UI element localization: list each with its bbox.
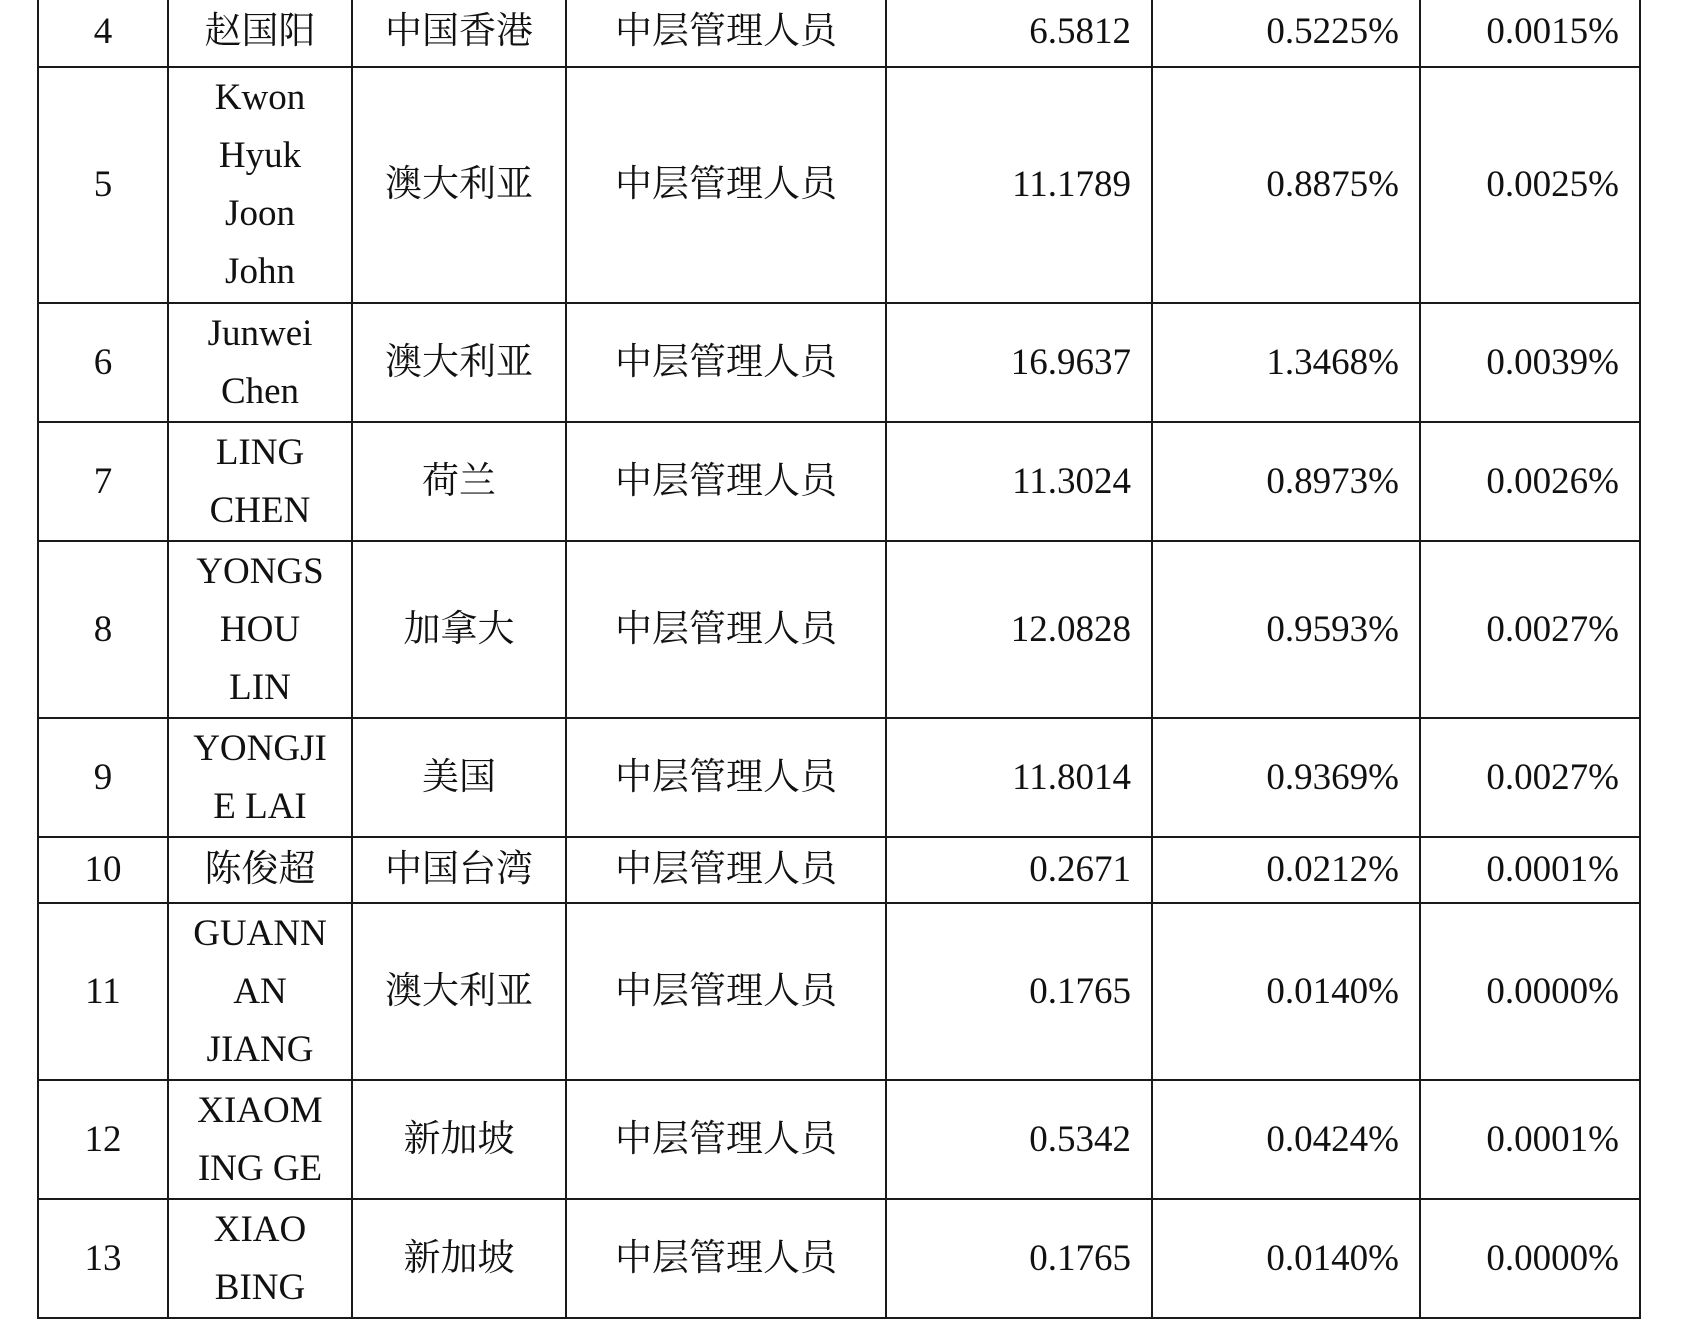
table-row (38, 541, 1640, 718)
table-row (38, 303, 1640, 422)
name-line: GUANN (193, 912, 327, 954)
table-row (38, 1080, 1640, 1199)
pct-of-total-shares-cell: 0.0026% (1420, 422, 1640, 541)
row-index-cell: 9 (38, 718, 168, 837)
nationality-cell: 中国香港 (352, 0, 566, 67)
row-index-cell: 10 (38, 837, 168, 903)
person-name-cell (168, 718, 352, 837)
name-line: LIN (229, 666, 291, 708)
name-line: Chen (220, 370, 300, 412)
person-name-cell (168, 541, 352, 718)
person-name-cell (168, 1080, 352, 1199)
pct-of-grant-cell: 0.0212% (1152, 837, 1420, 903)
granted-amount-cell: 0.1765 (886, 903, 1152, 1080)
name-line: CHEN (209, 489, 311, 531)
pct-of-grant-cell: 0.0424% (1152, 1080, 1420, 1199)
position-cell: 中层管理人员 (566, 903, 886, 1080)
name-line: BING (214, 1266, 306, 1308)
position-cell: 中层管理人员 (566, 837, 886, 903)
position-cell: 中层管理人员 (566, 67, 886, 303)
nationality-cell: 加拿大 (352, 541, 566, 718)
nationality-cell: 澳大利亚 (352, 67, 566, 303)
pct-of-total-shares-cell: 0.0001% (1420, 837, 1640, 903)
name-line: ING GE (197, 1147, 323, 1189)
table-row (38, 837, 1640, 903)
pct-of-total-shares-cell: 0.0025% (1420, 67, 1640, 303)
nationality-cell: 新加坡 (352, 1080, 566, 1199)
name-line: Junwei (207, 312, 313, 354)
name-line: JIANG (206, 1028, 314, 1070)
granted-amount-cell: 0.1765 (886, 1199, 1152, 1318)
pct-of-total-shares-cell: 0.0027% (1420, 541, 1640, 718)
row-index-cell: 7 (38, 422, 168, 541)
nationality-cell: 澳大利亚 (352, 903, 566, 1080)
pct-of-total-shares-cell: 0.0000% (1420, 903, 1640, 1080)
row-index-cell: 4 (38, 0, 168, 67)
pct-of-total-shares-cell: 0.0001% (1420, 1080, 1640, 1199)
name-line: HOU (219, 608, 301, 650)
position-cell: 中层管理人员 (566, 303, 886, 422)
table-row (38, 903, 1640, 1080)
position-cell: 中层管理人员 (566, 1199, 886, 1318)
pct-of-grant-cell: 0.5225% (1152, 0, 1420, 67)
table-row (38, 0, 1640, 67)
row-index-cell: 6 (38, 303, 168, 422)
person-name-cell (168, 422, 352, 541)
position-cell: 中层管理人员 (566, 0, 886, 67)
pct-of-grant-cell: 1.3468% (1152, 303, 1420, 422)
granted-amount-cell: 16.9637 (886, 303, 1152, 422)
nationality-cell: 美国 (352, 718, 566, 837)
name-line: Kwon (214, 77, 306, 118)
person-name-cell (168, 0, 352, 67)
pct-of-grant-cell: 0.0140% (1152, 903, 1420, 1080)
granted-amount-cell: 11.1789 (886, 67, 1152, 303)
pct-of-grant-cell: 0.9593% (1152, 541, 1420, 718)
name-line: 赵国阳 (204, 11, 316, 52)
row-index-cell: 8 (38, 541, 168, 718)
person-name-cell (168, 903, 352, 1080)
name-line: Joon (225, 193, 295, 234)
granted-amount-cell: 11.3024 (886, 422, 1152, 541)
row-index-cell: 12 (38, 1080, 168, 1199)
pct-of-grant-cell: 0.0140% (1152, 1199, 1420, 1318)
name-line: XIAOM (197, 1089, 323, 1131)
table-row (38, 718, 1640, 837)
row-index-cell: 5 (38, 67, 168, 303)
pct-of-grant-cell: 0.8875% (1152, 67, 1420, 303)
pct-of-grant-cell: 0.8973% (1152, 422, 1420, 541)
granted-amount-cell: 6.5812 (886, 0, 1152, 67)
granted-amount-cell: 0.2671 (886, 837, 1152, 903)
granted-amount-cell: 0.5342 (886, 1080, 1152, 1199)
person-name-cell (168, 1199, 352, 1318)
person-name-cell (168, 837, 352, 903)
nationality-cell: 澳大利亚 (352, 303, 566, 422)
row-index-cell: 13 (38, 1199, 168, 1318)
nationality-cell: 荷兰 (352, 422, 566, 541)
position-cell: 中层管理人员 (566, 718, 886, 837)
table-row (38, 1199, 1640, 1318)
person-name-cell (168, 303, 352, 422)
name-line: YONGJI (193, 727, 327, 769)
row-index-cell: 11 (38, 903, 168, 1080)
granted-amount-cell: 12.0828 (886, 541, 1152, 718)
position-cell: 中层管理人员 (566, 422, 886, 541)
position-cell: 中层管理人员 (566, 541, 886, 718)
name-line: LING (215, 431, 305, 473)
name-line: E LAI (213, 785, 307, 827)
pct-of-grant-cell: 0.9369% (1152, 718, 1420, 837)
name-line: Hyuk (218, 135, 302, 176)
name-line: 陈俊超 (204, 849, 316, 890)
name-line: AN (233, 970, 287, 1012)
pct-of-total-shares-cell: 0.0027% (1420, 718, 1640, 837)
table-body (38, 0, 1640, 1318)
name-line: XIAO (213, 1208, 307, 1250)
table-row (38, 67, 1640, 303)
name-line: YONGS (196, 550, 324, 592)
position-cell: 中层管理人员 (566, 1080, 886, 1199)
person-name-cell (168, 67, 352, 303)
granted-amount-cell: 11.8014 (886, 718, 1152, 837)
name-line: John (225, 251, 295, 292)
nationality-cell: 中国台湾 (352, 837, 566, 903)
pct-of-total-shares-cell: 0.0015% (1420, 0, 1640, 67)
pct-of-total-shares-cell: 0.0039% (1420, 303, 1640, 422)
incentive-allocation-table (37, 0, 1641, 1319)
table-row (38, 422, 1640, 541)
pct-of-total-shares-cell: 0.0000% (1420, 1199, 1640, 1318)
nationality-cell: 新加坡 (352, 1199, 566, 1318)
